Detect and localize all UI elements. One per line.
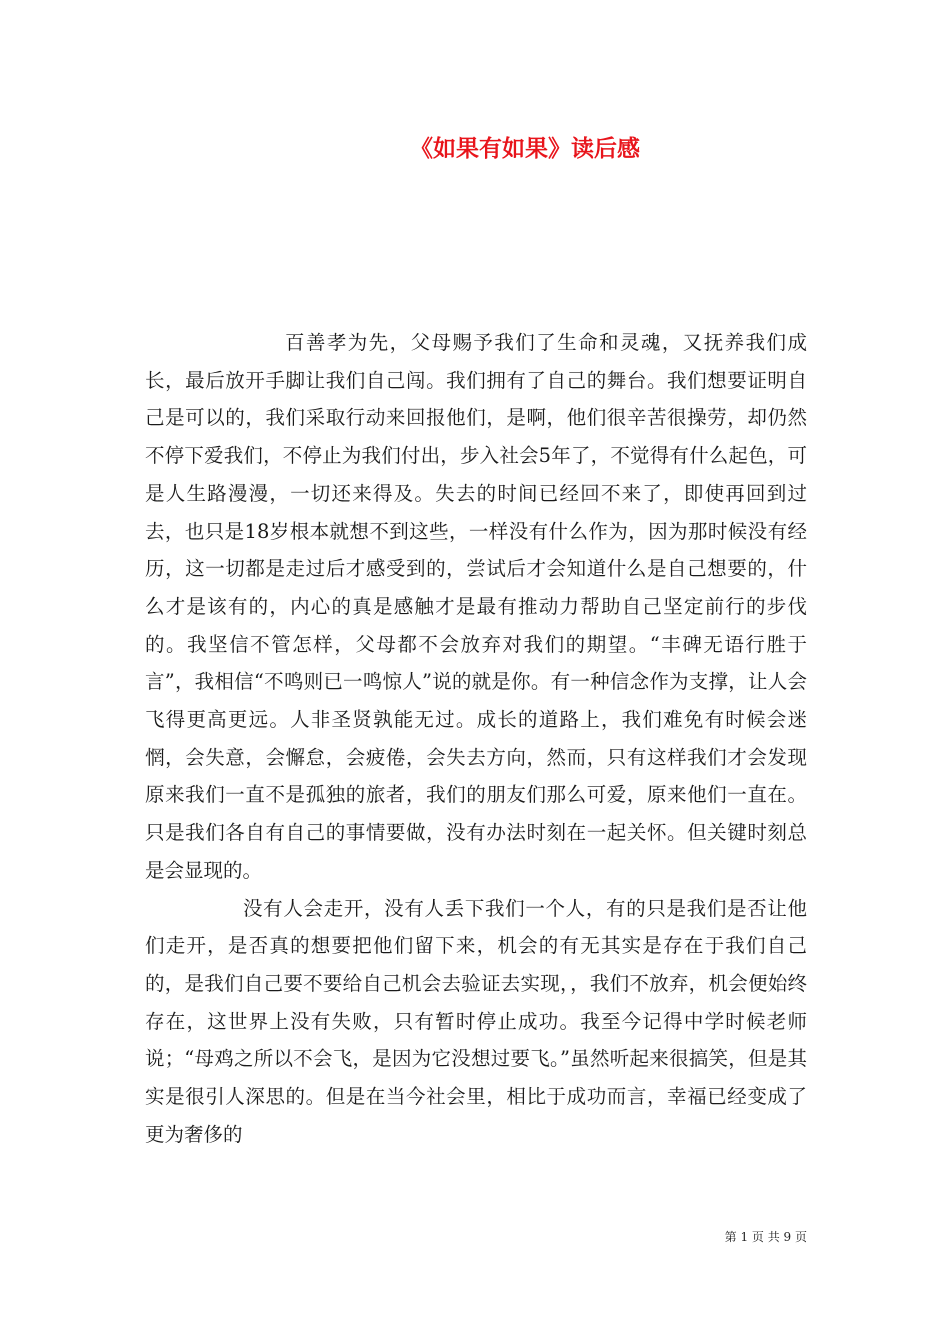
- page-number-footer: 第 1 页 共 9 页: [724, 1230, 807, 1244]
- document-title: 《如果有如果》读后感: [410, 135, 640, 162]
- paragraph-2: 没有人会走开，没有人丢下我们一个人，有的只是我们是否让他们走开，是否真的想要把他们留下来，机会的有无其实是存在于我们自己的，是我们自己要不要给自己机会去验证去实现，，我们不放弃，机会便始终存在，这世界上没有失败，只有暂时停止成功。我至今记得中学时候老师说；“母鸡之所以不会飞，是因为它没想过要飞。”虽然听起来很搞笑，但是其实是很引人深思的。但是在当今社会里，相比于成功而言，幸福已经变成了更为奢侈的: [145, 896, 807, 1146]
- paragraph-1: 百善孝为先，父母赐予我们了生命和灵魂，又抚养我们成长，最后放开手脚让我们自己闯。我们拥有了自己的舞台。我们想要证明自己是可以的，我们采取行动来回报他们，是啊，他们很辛苦很操劳，却仍然不停下爱我们，不停止为我们付出，步入社会5年了，不觉得有什么起色，可是人生路漫漫，一切还来得及。失去的时间已经回不来了，即使再回到过去，也只是18岁根本就想不到这些，一样没有什么作为，因为那时候没有经历，这一切都是走过后才感受到的，尝试后才会知道什么是自己想要的，什么才是该有的，内心的真是感触才是最有推动力帮助自己坚定前行的步伐的。我坚信不管怎样，父母都不会放弃对我们的期望。“丰碑无语行胜于言”，我相信“不鸣则已一鸣惊人”说的就是你。有一种信念作为支撑，让人会飞得更高更远。人非圣贤孰能无过。成长的道路上，我们难免有时候会迷惘，会失意，会懈怠，会疲倦，会失去方向，然而，只有这样我们才会发现原来我们一直不是孤独的旅者，我们的朋友们那么可爱，原来他们一直在。只是我们各自有自己的事情要做，没有办法时刻在一起关怀。但关键时刻总是会显现的。: [145, 331, 807, 882]
- document-body: [145, 324, 807, 1153]
